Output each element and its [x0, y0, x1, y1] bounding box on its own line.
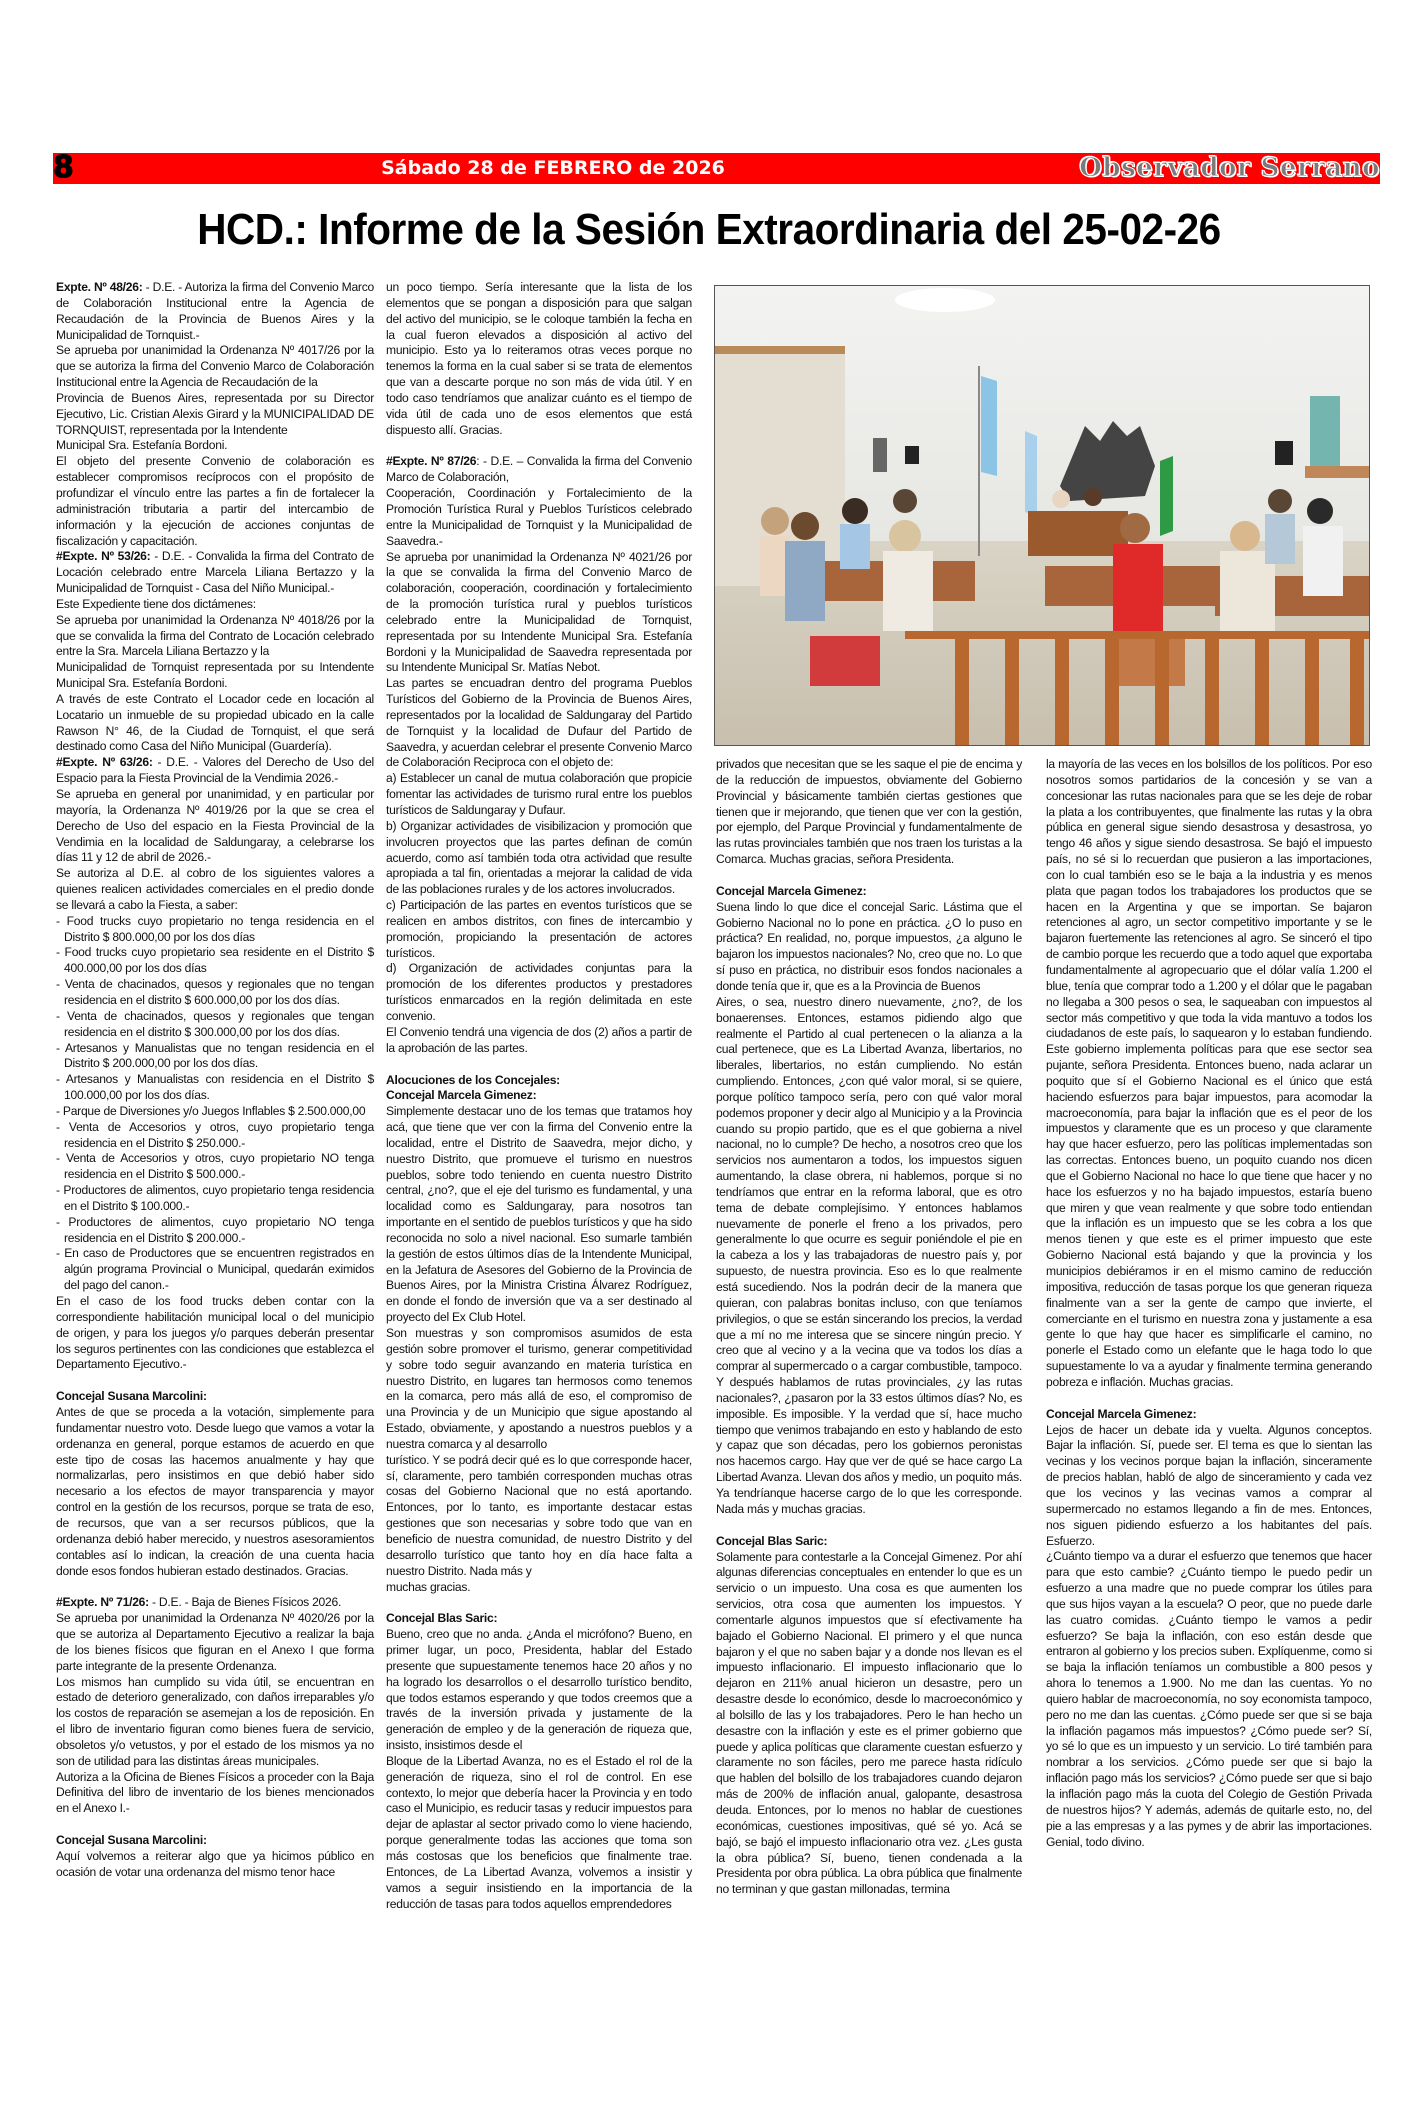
- paragraph-text: - D.E. - Autoriza la firma del Convenio Marco de Colaboración Institucional entre la Agencia de Recaudación de la Provincia de Buenos Aires y la Municipalidad de Tornquist.-: [56, 280, 374, 342]
- section-title: Alocuciones de los Concejales:: [386, 1072, 560, 1087]
- paragraph: En el caso de los food trucks deben contar con la correspondiente habilitación municipal local o del municipio de origen, y para los juegos y/o parques deberán presentar los seguros pertinentes con las condiciones que establezca el Departamento Ejecutivo.-: [56, 1294, 374, 1372]
- fee-item: - Parque de Diversiones y/o Juegos Inflables $ 2.500.000,00: [56, 1103, 366, 1118]
- paragraph: Cooperación, Coordinación y Fortalecimiento de la Promoción Turística Rural y Pueblos Turísticos celebrado entre la Municipalidad de Tornquist y la Municipalidad de Saavedra.-: [386, 486, 692, 548]
- expediente-label: Expte. Nº 48/26:: [56, 280, 143, 294]
- section-heading: [386, 1073, 692, 1089]
- paragraph: la mayoría de las veces en los bolsillos de los políticos. Por eso nosotros somos partidarios de la concesión y se van a concesionar las rutas nacionales para que se les deje de robar la plata a los contribuyentes, que finalmente las rutas y la obra pública en general sigue siendo desastrosa y desastrosa, yo tengo 46 años y sigue siendo desastrosa. Se bajó el impuesto país, no sé si lo recuerdan que pusieron a las importaciones, con lo cual también eso se le baja a la industria y es menos plata que pagan todos los trabajadores los productos que se hacen en la Argentina y que se importan. Se bajaron retenciones al agro, un sector competitivo importante y se le bajaron fuertemente las retenciones al agro. Se sinceró el tipo de cambio porque les recuerdo que a todo aquel que exportaba fundamentalmente al agropecuario que el dólar valía 1.200 el blue, tenía que comprar todo a 1.200 y el dólar que le pagaban no llegaba a 300 pesos o sea, le saqueaban con impuestos al sector más competitivo y que toda la vida mantuvo a todos los ciudadanos de este país, lo saquearon y lo estaban fundiendo. Este gobierno implementa políticas para que ese sector sea pujante, señora Presidenta. Entonces bueno, nada aclarar un poquito que sí el Gobierno Nacional es el único que está haciendo esfuerzos para bajar impuestos, para acomodar la macroeconomía, para bajar la inflación que es el peor de los impuestos y claramente que es un proceso y que claramente hay que hacer esfuerzo, pero las políticas implementadas son las correctas. Entonces bueno, un poquito cuando nos dicen que el Gobierno Nacional no hace lo que tiene que hacer y no hace los esfuerzos y no ha bajado impuestos, estaría bueno que miren y que vean realmente y que sobre todo entiendan que la inflación es un impuesto que se les cobra a los que menos tienen y que este es el primer impuesto que este Gobierno Nacional está bajando y que la provincia y los municipios debiéramos ir en el mismo camino de reducción impositiva, reducción de tasas porque los que generan riqueza finalmente van a ser la gente de campo que invierte, el comerciante en el turismo en nuestra zona y justamente a esa gente lo que hay que hacer es simplificarle el camino, no ponerle el Estado como un elefante que le haga todo lo que supuestamente lo va a ayudar y finalmente termina generando pobreza e inflación. Muchas gracias.: [1046, 757, 1372, 1389]
- speaker-heading: [716, 884, 1022, 900]
- page-header-bar: [53, 150, 1380, 185]
- paragraph: b) Organizar actividades de visibilizacion y promoción que involucren proyectos que las partes definan de común acuerdo, como así también toda otra actividad que resulte apropiada a tal fin, orientadas a mejorar la calidad de vida de las poblaciones rurales y de los actores involucrados.: [386, 818, 692, 897]
- paragraph: Se aprueba en general por unanimidad, y en particular por mayoría, la Ordenanza Nº 4019/26 por la que se crea el Derecho de Uso del espacio en la Fiesta Provincial de la Vendimia en la localidad de Saldungaray, a celebrarse los días 11 y 12 de abril de 2026.-: [56, 787, 374, 865]
- paragraph: [56, 1595, 374, 1611]
- paragraph-text: - D.E. - Valores del Derecho de Uso del Espacio para la Fiesta Provincial de la Vendimia 2026.-: [56, 755, 374, 786]
- newspaper-logo: Observador Serrano: [1079, 153, 1380, 183]
- fee-list: [56, 914, 374, 1294]
- speaker-name: Concejal Susana Marcolini:: [56, 1389, 207, 1404]
- article-headline: HCD.: Informe de la Sesión Extraordinaria del 25-02-26: [197, 205, 1221, 254]
- speaker-name: Concejal Marcela Gimenez:: [386, 1088, 537, 1103]
- paragraph: d) Organización de actividades conjuntas para la promoción de los diferentes productos y prestadores turísticos enmarcados en la región delimitada en este convenio.: [386, 961, 692, 1023]
- speaker-name: Concejal Blas Saric:: [716, 1533, 828, 1548]
- paragraph: Bloque de la Libertad Avanza, no es el Estado el rol de la generación de riqueza, sino el rol de control. En ese contexto, lo mejor que debería hacer la Provincia y en todo caso el Municipio, es reducir tasas y reducir impuestos para dejar de aplastar al sector privado como lo viene haciendo, porque generalmente todas las acciones que toma son más costosas que los beneficios que finalmente trae. Entonces, de La Libertad Avanza, volvemos a insistir y vamos a seguir insistiendo en la importancia de la reducción de tasas para todos aquellos emprendedores: [386, 1753, 692, 1911]
- speaker-name: Concejal Marcela Gimenez:: [716, 883, 867, 898]
- paragraph-text: : - D.E. – Convalida la firma del Convenio Marco de Colaboración,: [386, 454, 692, 485]
- paragraph: Este Expediente tiene dos dictámenes:: [56, 596, 256, 611]
- paragraph-text: - D.E. - Baja de Bienes Físicos 2026.: [148, 1595, 342, 1610]
- paragraph: [56, 755, 374, 787]
- article-column-4: [1046, 757, 1372, 1850]
- paragraph: Suena lindo lo que dice el concejal Saric. Lástima que el Gobierno Nacional no lo pone en práctica. ¿O lo puso en práctica? En realidad, no, porque impuestos, ¿a alguno le bajaron los impuestos nacionales? No, creo que no. Lo que sí puso en práctica, no distribuir esos fondos nacionales a donde tenía que ir, que es a la Provincia de Buenos: [716, 899, 1022, 993]
- fee-item: - Productores de alimentos, cuyo propietario NO tenga residencia en el Distrito $ 200.000.-: [56, 1214, 374, 1245]
- fee-item: - Artesanos y Manualistas con residencia en el Distrito $ 100.000,00 por los dos días.: [56, 1072, 374, 1103]
- paragraph: El Convenio tendrá una vigencia de dos (2) años a partir de la aprobación de las partes.: [386, 1024, 692, 1055]
- paragraph: Se aprueba por unanimidad la Ordenanza Nº 4017/26 por la que se autoriza la firma del Convenio Marco de Colaboración Institucional entre la Agencia de Recaudación de la: [56, 343, 374, 390]
- fee-item: - En caso de Productores que se encuentren registrados en algún programa Provincial o Municipal, quedarán eximidos del pago del canon.-: [56, 1246, 374, 1293]
- issue-date: Sábado 28 de FEBRERO de 2026: [381, 157, 725, 179]
- paragraph: privados que necesitan que se les saque el pie de encima y de la reducción de impuestos, obviamente del Gobierno Provincial y básicamente también ciertas gestiones que tienen que ir mejorando, que tienen que ver con la gestión, por ejemplo, del Parque Provincial y fundamentalmente de las rutas provinciales también que nos traen los turistas a la Comarca. Muchas gracias, señora Presidenta.: [716, 757, 1022, 867]
- paragraph: muchas gracias.: [386, 1579, 471, 1594]
- person-red-shirt: [1113, 544, 1163, 634]
- paragraph: Se aprueba por unanimidad la Ordenanza Nº 4021/26 por la que se convalida la firma del Convenio Marco de colaboración, cooperación, coordinación y fortalecimiento de la promoción turística rural y pueblos turísticos celebrado entre la Municipalidad de Tornquist, representada por su Intendente Municipal Sra. Estefanía Bordoni y la Municipalidad de Saavedra representada por su Intendente Municipal Sr. Matías Nebot.: [386, 549, 692, 675]
- fee-item: - Food trucks cuyo propietario sea residente en el Distrito $ 400.000,00 por los dos días: [56, 945, 374, 976]
- page-number: 8: [53, 150, 74, 185]
- speaker-heading: [1046, 1407, 1372, 1423]
- council-session-illustration: [715, 286, 1369, 745]
- paragraph: Simplemente destacar uno de los temas que tratamos hoy acá, que tiene que ver con la firma del Convenio entre la localidad, entre el Distrito de Saavedra, mejor dicho, y nuestro Distrito, que promueve el turismo en nuestros pueblos, sobre todo teniendo en cuenta nuestro Distrito central, ¿no?, que el eje del turismo es fundamental, y una localidad como es Saldungaray, para nosotros tan importante en el sentido de pueblos turísticos y que ha sido reconocida no solo a nivel nacional. Eso sumarle también la gestión de estos últimos días de la Intendente Municipal, en la Jefatura de Asesores del Gobierno de la Provincia de Buenos Aires, por la Ministra Cristina Álvarez Rodríguez, en donde el fondo de inversión que va a ser destinado al proyecto del Ex Club Hotel.: [386, 1104, 692, 1325]
- paragraph: Provincia de Buenos Aires, representada por su Director Ejecutivo, Lic. Cristian Alexis Girard y la MUNICIPALIDAD DE TORNQUIST, representada por la Intendente: [56, 390, 374, 437]
- red-chair: [810, 636, 880, 686]
- speaker-name: Concejal Susana Marcolini:: [56, 1833, 207, 1848]
- paragraph: turístico. Y se podrá decir qué es lo que corresponde hacer, sí, claramente, pero también corresponden muchas otras cosas del Gobierno Nacional que no está aportando. Entonces, por lo tanto, es importante destacar estas gestiones que son necesarias y sobre todo que van en beneficio de nuestra comunidad, de nuestro Distrito y del desarrollo turístico que tanto hoy en día hace falta a nuestro Distrito. Nada más y: [386, 1452, 692, 1578]
- fee-item: - Venta de chacinados, quesos y regionales que no tengan residencia en el distrito $ 600.000,00 por los dos días.: [56, 977, 374, 1007]
- paragraph: El objeto del presente Convenio de colaboración es establecer compromisos recíprocos con el propósito de profundizar el vínculo entre las partes a fin de fortalecer la administración tributaria a partir del intercambio de información y la ejecución de acciones conjuntas de fiscalización y capacitación.: [56, 454, 374, 548]
- article-column-3: [716, 757, 1022, 1898]
- speaker-heading: [386, 1611, 692, 1627]
- paragraph: Las partes se encuadran dentro del programa Pueblos Turísticos del Gobierno de la Provincia de Buenos Aires, representados por la localidad de Saldungaray del Partido de Tornquist y la localidad de Dufaur del Partido de Saavedra, y acuerdan celebrar el presente Convenio Marco de Colaboración Reciproca con el objeto de:: [386, 676, 692, 770]
- paragraph: Antes de que se proceda a la votación, simplemente para fundamentar nuestro voto. Desde luego que vamos a votar la ordenanza en general, porque estamos de acuerdo en que este tipo de cosas las hacemos anualmente y hay que normalizarlas, pero insistimos en que debió haber sido necesario a los efectos de mayor transparencia y mayor control en la gestión de los recursos, porque se trata de eso, de recursos, que van a ser recursos públicos, que la ordenanza debió haber merecido, y nuestros asesoramientos contables así lo indican, la creación de una cuenta hacia donde esos fondos hubieran estado destinados. Gracias.: [56, 1405, 374, 1578]
- paragraph: Son muestras y son compromisos asumidos de esta gestión sobre promover el turismo, generar competitividad y sobre todo seguir avanzando en materia turística en nuestro Distrito, en lugares tan hermosos como tenemos en la comarca, pero más allá de eso, el compromiso de una Provincia y de un Municipio que sigue apostando al Estado, obviamente, y apostando a nuestros pueblos y a nuestra comarca y al desarrollo: [386, 1326, 692, 1451]
- paragraph: [386, 454, 692, 486]
- expediente-label: #Expte. Nº 53/26:: [56, 549, 151, 564]
- paragraph: Bueno, creo que no anda. ¿Anda el micrófono? Bueno, en primer lugar, un poco, Presidenta, hablar del Estado presente que supuestamente tenemos hace 20 años y no ha logrado los desarrollos o el desarrollo turístico bendito, que todos estamos esperando y que todos creemos que a través de la inversión privada y justamente de la generación de empleo y de la generación de riqueza que, insisto, insistimos desde el: [386, 1627, 692, 1753]
- fee-item: - Venta de Accesorios y otros, cuyo propietario tenga residencia en el Distrito $ 250.000.-: [56, 1119, 374, 1150]
- fee-item: - Food trucks cuyo propietario no tenga residencia en el Distrito $ 800.000,00 por los dos días: [56, 913, 374, 944]
- speaker-name: Concejal Blas Saric:: [386, 1611, 498, 1626]
- session-photo: [714, 285, 1370, 746]
- paragraph: [56, 280, 374, 343]
- speaker-heading: [716, 1534, 1022, 1550]
- fee-item: - Productores de alimentos, cuyo propietario tenga residencia en el Distrito $ 100.000.-: [56, 1183, 374, 1213]
- paragraph: [56, 549, 374, 597]
- paragraph: c) Participación de las partes en eventos turísticos que se realicen en ambos distritos, con fines de intercambio y promoción, propiciando la presentación de actores turísticos.: [386, 898, 692, 960]
- paragraph: Municipalidad de Tornquist representada por su Intendente Municipal Sra. Estefanía Bordoni.: [56, 660, 374, 691]
- paragraph: a) Establecer un canal de mutua colaboración que propicie fomentar las actividades de turismo rural entre los pueblos turísticos de Saldungaray y Dufaur.: [386, 771, 692, 817]
- fee-item: - Artesanos y Manualistas que no tengan residencia en el Distrito $ 200.000,00 por los dos días.: [56, 1040, 374, 1071]
- paragraph: Aires, o sea, nuestro dinero nuevamente, ¿no?, de los bonaerenses. Entonces, estamos pidiendo algo que realmente el Partido al cual pertenecen o la alianza a la cual pertenece, que es La Libertad Avanza, libertarios, no liberales, libertarios, no están cumpliendo. No están cumpliendo. Entonces, ¿con qué valor moral, si se quiere, porque político tampoco sería, pero con qué valor moral podemos proponer y decir algo al Municipio y a la Provincia cuando su propio partido, que es el que gobierna a nivel nacional, no lo cumple? De hecho, a nosotros creo que los servicios nos aumentaron a todos, los impuestos siguen aumentando, la clase obrera, ni hablemos, porque si no tendríamos que entrar en la reforma laboral, que es otro tema de debate complejísimo. Y entonces hablamos nuevamente de ponerle el freno a los privados, pero generalmente lo que ocurre es seguir poniéndole el pie en la cabeza a los y las trabajadoras de nuestro país y, por supuesto, de nuestra provincia. Eso es lo que realmente está sucediendo. Nos la podrán decir de la manera que quieran, con palabras bonitas incluso, con que teníamos privilegios, o que se están sincerando los precios, la verdad que a mí no me interesa que se sincere ningún precio. Y creo que al vecino y a la vecina que va todos los días a comprar al supermercado o a cargar combustible, tampoco. Y después hablamos de rutas provinciales, ¿y las rutas nacionales?, ¿pasaron por la 33 estos últimos días? No, es imposible. Es imposible. Y la verdad que sí, hace mucho tiempo que venimos trabajando en esto y hablando de esto y capaz que son décadas, pero los gobiernos peronistas nos hacemos cargo. Hay que ver de qué se hace cargo La Libertad Avanza. Llevan dos años y medio, un poquito más. Ya tendríanque hacerse cargo de lo que les corresponde. Nada más y muchas gracias.: [716, 994, 1022, 1516]
- article-column-1: [56, 280, 374, 1881]
- paragraph: Autoriza a la Oficina de Bienes Físicos a proceder con la Baja Definitiva del libro de inventario de los bienes mencionados en el Anexo I.-: [56, 1769, 374, 1816]
- fee-item: - Venta de chacinados, quesos y regionales que tengan residencia en el distrito $ 300.000,00 por los dos días.: [56, 1008, 374, 1039]
- paragraph: Lejos de hacer un debate ida y vuelta. Algunos conceptos. Bajar la inflación. Sí, puede ser. El tema es que lo sientan las vecinas y los vecinos porque bajan la inflación, sinceramente de precios hablan, habló de algo de sinceramiento y cada vez que los vecinos y las vecinas vamos a comprar al supermercado no estamos llegando a fin de mes. Entonces, nos siguen pidiendo esfuerzo a los habitantes del país. Esfuerzo.: [1046, 1422, 1372, 1548]
- paragraph: Se autoriza al D.E. al cobro de los siguientes valores a quienes realicen actividades comerciales en el predio donde se llevará a cabo la Fiesta, a saber:: [56, 866, 374, 912]
- expediente-label: #Expte. Nº 87/26: [386, 454, 477, 469]
- paragraph: Aquí volvemos a reiterar algo que ya hicimos público en ocasión de votar una ordenanza del mismo tenor hace: [56, 1849, 374, 1879]
- speaker-heading: [386, 1088, 692, 1104]
- fee-item: - Venta de Accesorios y otros, cuyo propietario NO tenga residencia en el Distrito $ 500.000.-: [56, 1151, 374, 1182]
- paragraph: Se aprueba por unanimidad la Ordenanza Nº 4018/26 por la que se convalida la firma del Contrato de Locación celebrado entre la Sra. Marcela Liliana Bertazzo y la: [56, 612, 374, 659]
- paragraph: ¿Cuánto tiempo va a durar el esfuerzo que tenemos que hacer para que esto cambie? ¿Cuánto tiempo le puedo pedir un esfuerzo a una madre que no puede comprar los útiles para que sus hijos vayan a la escuela? O peor, que no puede darle las cuatro comidas. ¿Cuánto tiempo le vamos a pedir esfuerzo? Se baja la inflación, con eso están desde que entraron al gobierno y los precios suben. Explíquenme, como si se baja la inflación teníamos un combustible a 800 pesos y ahora lo tenemos a 1.900. No me dan las cuentas. Yo no quiero hablar de macroeconomía, no soy economista tampoco, pero no me dan las cuentas. ¿Cómo puede ser que si se baja la inflación pagamos más impuestos? ¿Cómo puede ser? Sí, yo sé lo que es un impuesto y un servicio. Lo tiré también para nombrar a los servicios. ¿Cómo puede ser que si bajo la inflación pago más los servicios? ¿Cómo puede ser que si bajo la inflación pago más la cuota del Colegio de Gestión Privada de nuestros hijos? Y además, además de quitarle esto, no, del pie a las empresas y a las pymes y de abrir las importaciones. Genial, todo divino.: [1046, 1549, 1372, 1849]
- article-column-2: [386, 280, 692, 1912]
- paragraph: un poco tiempo. Sería interesante que la lista de los elementos que se pongan a disposición para que salgan del activo del municipio, se le coloque también la fecha en la cual fueron elevados a disposición al activo del municipio. Esto ya lo reiteramos otras veces porque no tenemos la forma en la cual saber si se trata de elementos que van a descarte porque no son más de vida útil. Y en todo caso tendríamos que analizar cuánto es el tiempo de vida útil de cada uno de esos elementos que está dispuesto allí. Gracias.: [386, 280, 692, 437]
- paragraph: Municipal Sra. Estefanía Bordoni.: [56, 438, 228, 453]
- wall-frame: [873, 438, 887, 472]
- paragraph: Se aprueba por unanimidad la Ordenanza Nº 4020/26 por la que se autoriza al Departamento Ejecutivo a realizar la baja de los bienes físicos que figuran en el Anexo I que forma parte integrante de la presente Ordenanza.: [56, 1611, 374, 1673]
- railing: [905, 631, 1369, 639]
- expediente-label: #Expte. Nº 63/26:: [56, 755, 153, 770]
- expediente-label: #Expte. Nº 71/26:: [56, 1595, 149, 1610]
- argentina-flag: [981, 376, 997, 476]
- speaker-name: Concejal Marcela Gimenez:: [1046, 1406, 1197, 1421]
- provincial-flag: [1160, 456, 1173, 536]
- speaker-heading: [56, 1833, 374, 1849]
- paragraph: Solamente para contestarle a la Concejal Gimenez. Por ahí algunas diferencias conceptuales en entender lo que es un servicio o un impuesto. Una cosa es que aumenten los servicios, otra cosa que aumenten los impuestos. Y comentarle algunos impuestos que sí efectivamente ha bajado el Gobierno Nacional. El primero y el que nunca bajaron y el que no saben bajar y a donde nos llevan es el impuesto inflacionario. El impuesto inflacionario que lo dejaron en 211% anual hicieron un desastre, pero un desastre desde lo económico, desde lo macroeconómico y al bolsillo de las y los trabajadores. Pero le han hecho un desastre con la inflación y este es el primer gobierno que puede y aplica políticas que claramente cuestan esfuerzo y claramente no son fáciles, pero me parece hasta ridículo que hablen del bolsillo de los trabajadores cuando dejaron más de 200% de inflación anual, galopante, desastrosa deuda. Entonces, por lo menos no hablar de cuestiones económicas, cuestiones impositivas, qué sé yo. Acá se bajó, se bajó el impuesto inflacionario otra vez. ¿Les gusta la obra pública? Sí, bueno, tienen condenada a la Presidenta por obra pública. La obra pública que finalmente no terminan y que gastan millonadas, termina: [716, 1549, 1022, 1897]
- paragraph: A través de este Contrato el Locador cede en locación al Locatario un inmueble de su propiedad ubicado en la calle Rawson N° 46, de la Ciudad de Tornquist, el que será destinado como Casa del Niño Municipal (Guardería).: [56, 691, 374, 754]
- paragraph-text: - D.E. - Convalida la firma del Contrato de Locación celebrado entre Marcela Liliana Bertazzo y la Municipalidad de Tornquist - Casa del Niño Municipal.-: [56, 549, 374, 596]
- speaker-heading: [56, 1389, 374, 1405]
- paragraph: Los mismos han cumplido su vida útil, se encuentran en estado de deterioro generalizado, con daños irreparables y/o los costos de reparación se asemejan a los de reposición. En el libro de inventario figuran como bienes fuera de servicio, obsoletos y/o vetustos, y por el estado de los mismos ya no son de utilidad para las distintas áreas municipales.: [56, 1674, 374, 1768]
- speaker-box: [905, 446, 919, 464]
